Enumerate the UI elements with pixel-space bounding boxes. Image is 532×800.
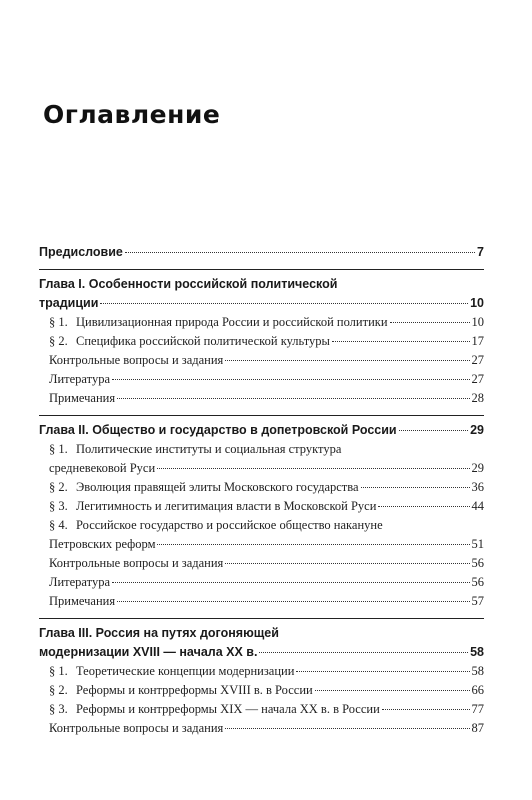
leader-dots (125, 252, 475, 253)
leader-dots (225, 728, 469, 729)
toc-label: Российское государство и российское общество накануне (76, 518, 383, 532)
toc-label: Примечания (49, 391, 116, 405)
toc-section-1-2[interactable] (39, 332, 484, 351)
section-number: § 1. (49, 315, 68, 329)
toc-label: Легитимность и легитимация власти в Московской Руси (76, 499, 377, 513)
section-number: § 1. (49, 664, 68, 678)
chapter-divider (39, 618, 484, 619)
toc-label: модернизации XVIII — начала XX в. (39, 645, 258, 659)
toc-section-2-1-line1[interactable] (39, 440, 484, 459)
toc-label: средневековой Руси (49, 461, 156, 475)
toc-section-3-2[interactable] (39, 681, 484, 700)
chapter-divider (39, 415, 484, 416)
leader-dots (112, 379, 470, 380)
toc-label: Теоретические концепции модернизации (76, 664, 295, 678)
toc-label: традиции (39, 296, 99, 310)
leader-dots (100, 303, 468, 304)
leader-dots (112, 582, 470, 583)
leader-dots (157, 468, 469, 469)
toc-section-2-3[interactable] (39, 497, 484, 516)
toc-page-number: 51 (471, 537, 484, 551)
toc-section-2-2[interactable] (39, 478, 484, 497)
leader-dots (399, 430, 469, 431)
toc-section-3-1[interactable] (39, 662, 484, 681)
toc-chapter-3-title-line1[interactable]: Глава III. Россия на путях догоняющей (39, 626, 279, 640)
toc-page-number: 56 (471, 575, 484, 589)
toc-item-questions-1[interactable] (39, 351, 484, 370)
toc-page-number: 56 (471, 556, 484, 570)
leader-dots (225, 563, 469, 564)
toc-page-number: 58 (470, 645, 484, 659)
toc-label: Политические институты и социальная структура (76, 442, 342, 456)
toc-chapter-1-title-line1[interactable]: Глава I. Особенности российской политической (39, 277, 338, 291)
leader-dots (117, 601, 469, 602)
leader-dots (157, 544, 469, 545)
section-number: § 2. (49, 480, 68, 494)
toc-label: Литература (49, 575, 110, 589)
leader-dots (361, 487, 470, 488)
toc-section-2-4-line1[interactable] (39, 516, 484, 535)
toc-page-number: 28 (471, 391, 484, 405)
toc-page-number: 36 (471, 480, 484, 494)
toc-page-number: 77 (471, 702, 484, 716)
leader-dots (332, 341, 470, 342)
toc-label: Контрольные вопросы и задания (49, 721, 224, 735)
toc-item-questions-3[interactable] (39, 719, 484, 738)
section-number: § 4. (49, 518, 68, 532)
toc-page-number: 87 (471, 721, 484, 735)
toc-page-number: 29 (471, 461, 484, 475)
toc-page-number: 10 (471, 315, 484, 329)
toc-label: Контрольные вопросы и задания (49, 556, 224, 570)
toc-page-number: 17 (471, 334, 484, 348)
leader-dots (117, 398, 469, 399)
toc-label: Эволюция правящей элиты Московского государства (76, 480, 359, 494)
toc-label: Петровских реформ (49, 537, 156, 551)
toc-label: Глава II. Общество и государство в допетровской России (39, 423, 397, 437)
leader-dots (378, 506, 469, 507)
section-number: § 2. (49, 334, 68, 348)
toc-label: Примечания (49, 594, 116, 608)
leader-dots (259, 652, 468, 653)
page-title: Оглавление (43, 100, 221, 129)
toc-item-notes-2[interactable] (39, 592, 484, 611)
toc-chapter-3[interactable] (39, 643, 484, 662)
leader-dots (225, 360, 469, 361)
toc-page-number: 7 (477, 245, 484, 259)
section-number: § 1. (49, 442, 68, 456)
toc-label: Цивилизационная природа России и российской политики (76, 315, 388, 329)
toc-section-1-1[interactable] (39, 313, 484, 332)
toc-item-questions-2[interactable] (39, 554, 484, 573)
toc-label: Специфика российской политической культуры (76, 334, 330, 348)
toc-page-number: 27 (471, 353, 484, 367)
toc-page-number: 57 (471, 594, 484, 608)
toc-page-number: 10 (470, 296, 484, 310)
toc-section-2-4[interactable] (39, 535, 484, 554)
toc-item-notes-1[interactable] (39, 389, 484, 408)
leader-dots (382, 709, 470, 710)
toc-item-literature-1[interactable] (39, 370, 484, 389)
leader-dots (390, 322, 470, 323)
chapter-divider (39, 269, 484, 270)
toc-page-number: 29 (470, 423, 484, 437)
leader-dots (315, 690, 470, 691)
toc-page-number: 58 (471, 664, 484, 678)
section-number: § 2. (49, 683, 68, 697)
toc-item-literature-2[interactable] (39, 573, 484, 592)
section-number: § 3. (49, 499, 68, 513)
section-number: § 3. (49, 702, 68, 716)
toc-label: Предисловие (39, 245, 123, 259)
toc-entry-preface[interactable] (39, 243, 484, 262)
toc-label: Литература (49, 372, 110, 386)
table-of-contents (39, 243, 484, 738)
toc-section-2-1[interactable] (39, 459, 484, 478)
toc-chapter-2[interactable] (39, 421, 484, 440)
toc-label: Реформы и контрреформы XVIII в. в России (76, 683, 313, 697)
toc-page-number: 66 (471, 683, 484, 697)
toc-label: Реформы и контрреформы XIX — начала XX в. в России (76, 702, 380, 716)
toc-page-number: 44 (471, 499, 484, 513)
toc-page-number: 27 (471, 372, 484, 386)
toc-section-3-3[interactable] (39, 700, 484, 719)
toc-label: Контрольные вопросы и задания (49, 353, 224, 367)
leader-dots (296, 671, 469, 672)
toc-chapter-1[interactable] (39, 294, 484, 313)
